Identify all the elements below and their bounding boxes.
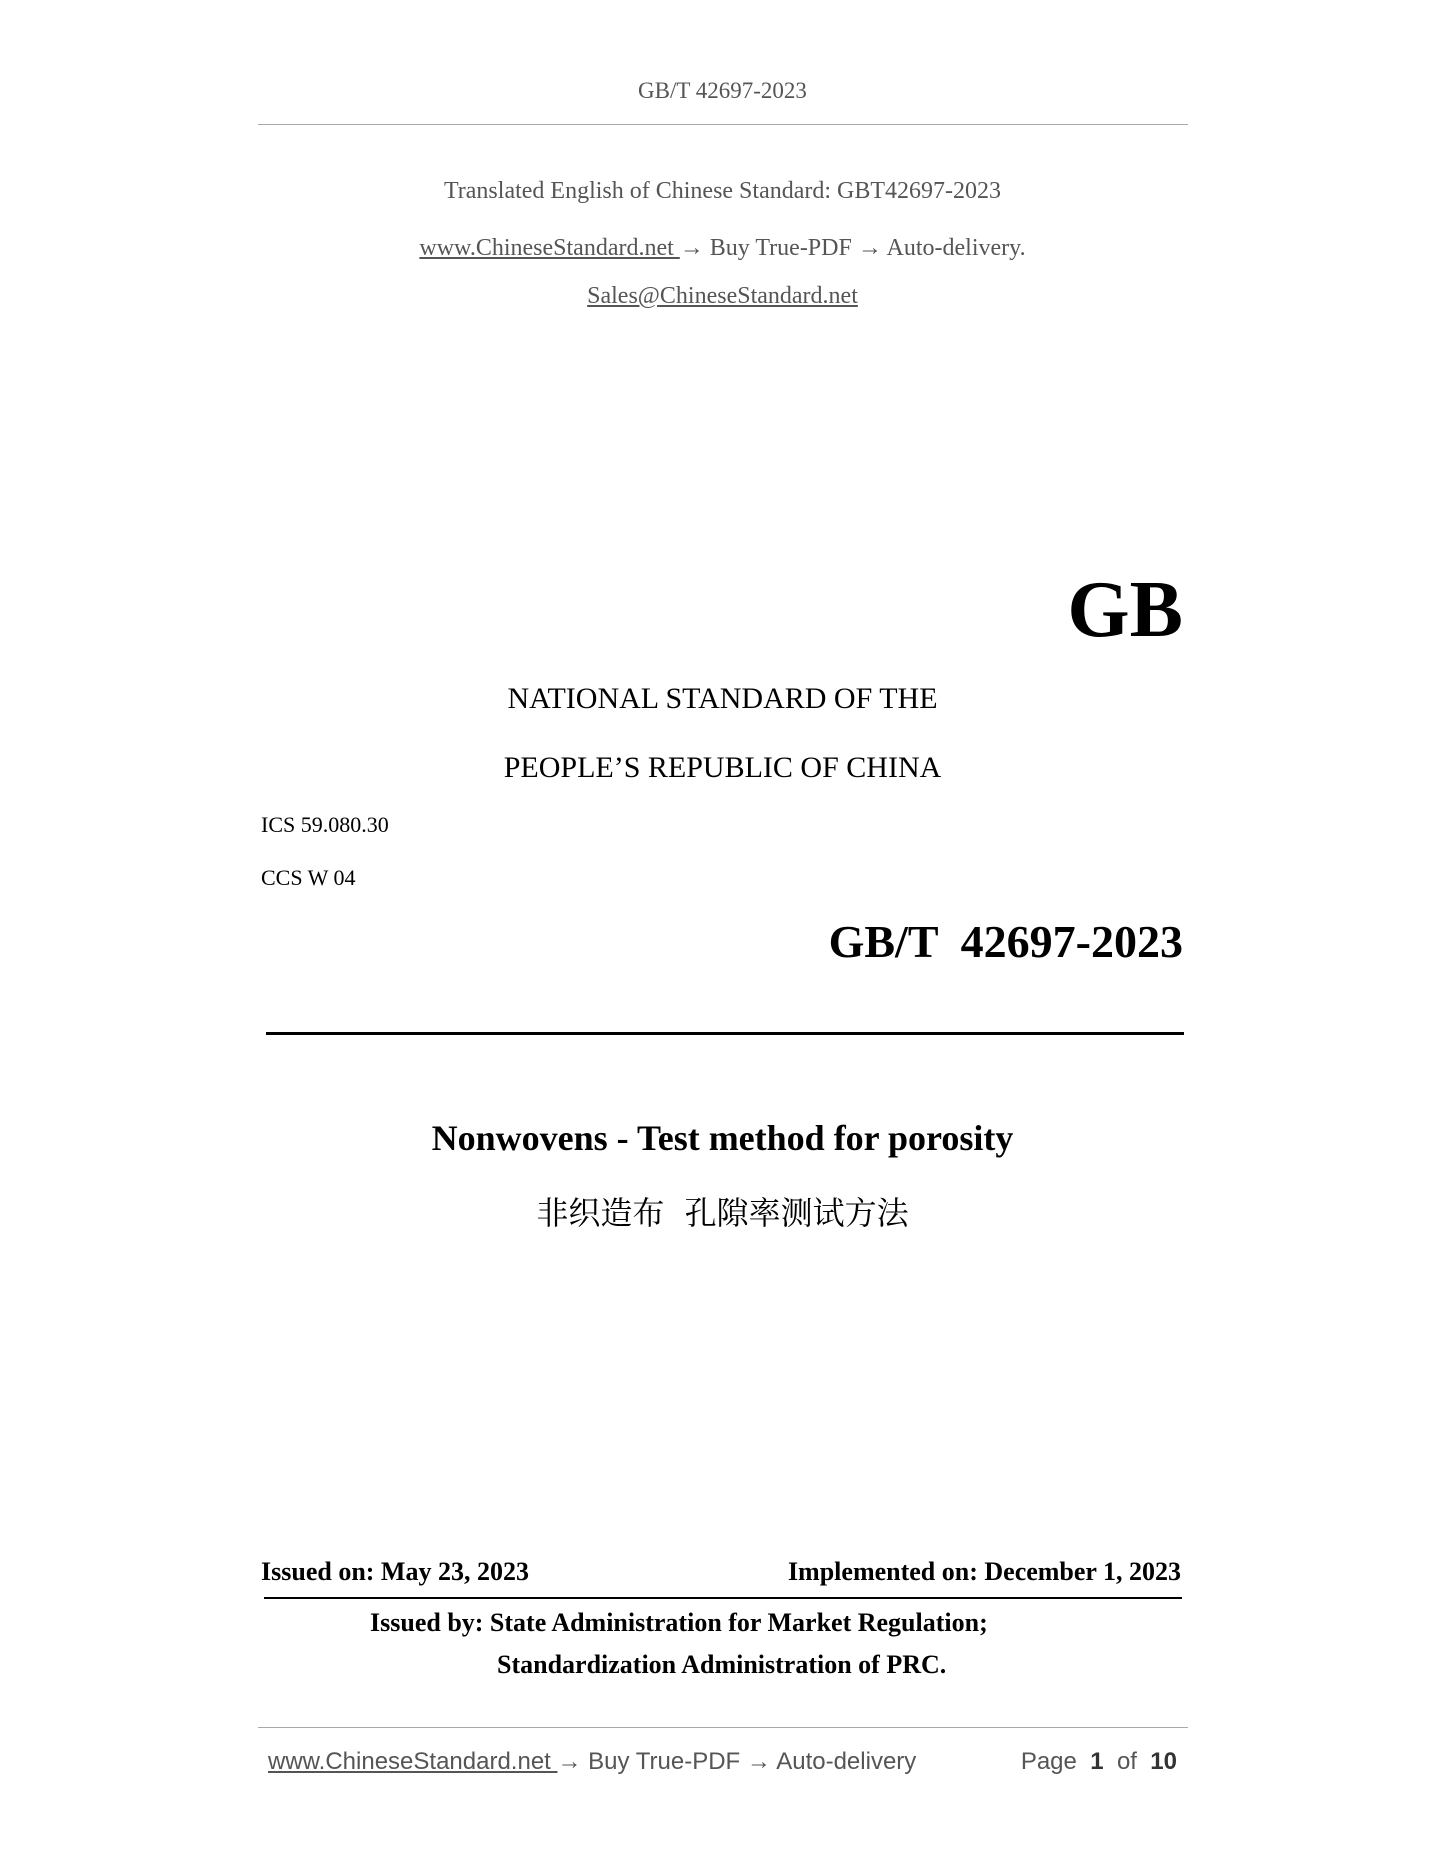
footer-delivery-text: Auto-delivery bbox=[770, 1748, 917, 1775]
implemented-on-date: Implemented on: December 1, 2023 bbox=[787, 1557, 1181, 1586]
buy-text: Buy True-PDF bbox=[703, 235, 858, 261]
arrow-icon: → bbox=[746, 1748, 771, 1775]
page-total: 10 bbox=[1150, 1748, 1177, 1775]
footer-rule bbox=[258, 1727, 1188, 1728]
ics-code: ICS 59.080.30 bbox=[261, 812, 389, 837]
document-title-en: Nonwovens - Test method for porosity bbox=[431, 1118, 1014, 1158]
document-title-zh: 非织造布 孔隙率测试方法 bbox=[536, 1194, 909, 1232]
footer-buy-text: Buy True-PDF bbox=[581, 1748, 747, 1775]
issued-on-date: Issued on: May 23, 2023 bbox=[261, 1557, 529, 1586]
arrow-icon: → bbox=[679, 235, 704, 261]
issue-divider bbox=[264, 1597, 1182, 1599]
sales-email-link[interactable]: Sales@ChineseStandard.net bbox=[587, 283, 858, 309]
issued-by-line-1: Issued by: State Administration for Market Regulation; bbox=[370, 1608, 988, 1637]
arrow-icon: → bbox=[557, 1748, 582, 1775]
page-indicator bbox=[1021, 1748, 1177, 1776]
national-standard-line-2: PEOPLE’S REPUBLIC OF CHINA bbox=[503, 751, 942, 784]
ccs-code: CCS W 04 bbox=[261, 865, 356, 890]
issued-by-line-2: Standardization Administration of PRC. bbox=[497, 1650, 947, 1679]
arrow-icon: → bbox=[857, 235, 882, 261]
running-header: GB/T 42697-2023 bbox=[638, 78, 807, 103]
footer-buy-line bbox=[268, 1748, 916, 1776]
page-current: 1 bbox=[1090, 1748, 1104, 1775]
standard-number: GB/T 42697-2023 bbox=[828, 916, 1183, 967]
national-standard-line-1: NATIONAL STANDARD OF THE bbox=[507, 682, 938, 715]
gb-mark: GB bbox=[1067, 566, 1183, 654]
title-divider bbox=[266, 1032, 1184, 1035]
site-link[interactable]: www.ChineseStandard.net bbox=[419, 235, 680, 261]
header-rule bbox=[258, 124, 1188, 125]
buy-line bbox=[0, 235, 1445, 262]
delivery-text: Auto-delivery. bbox=[881, 235, 1026, 261]
of-label: of bbox=[1116, 1748, 1137, 1775]
footer-site-link[interactable]: www.ChineseStandard.net bbox=[268, 1748, 558, 1775]
page-label: Page bbox=[1020, 1748, 1077, 1775]
sales-line bbox=[0, 283, 1445, 310]
translated-notice: Translated English of Chinese Standard: GBT42697-2023 bbox=[443, 178, 1002, 204]
